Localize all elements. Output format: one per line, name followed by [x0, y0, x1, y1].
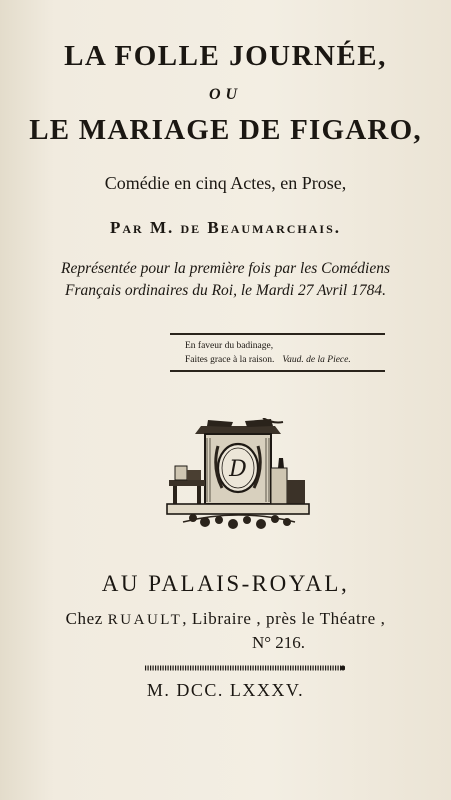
- epigraph-line-1: En faveur du badinage,: [185, 341, 274, 351]
- imprint-number: N° 216.: [251, 633, 306, 652]
- epigraph-attribution: Vaud. de la Piece.: [282, 355, 351, 365]
- ornamental-rule: [145, 664, 345, 672]
- epigraph-rule-bottom: [170, 370, 385, 372]
- epigraph-line-2-row: [185, 353, 351, 367]
- imprint-place: AU PALAIS-ROYAL,: [101, 571, 350, 596]
- vignette-monogram: D: [229, 457, 247, 482]
- publisher-name: RUAULT: [107, 612, 183, 628]
- epigraph-line-2: Faites grace à la raison.: [185, 355, 275, 365]
- imprint-publisher: [0, 609, 451, 629]
- performance-line-1: Représentée pour la première fois par les Comédiens: [60, 260, 391, 277]
- publisher-suffix: , Libraire , près le Théatre ,: [182, 609, 386, 628]
- publication-date: M. DCC. LXXXV.: [146, 680, 305, 700]
- epigraph-rule-top: [170, 333, 385, 335]
- performance-line-2: Français ordinaires du Roi, le Mardi 27 Avril 1784.: [65, 282, 386, 299]
- title-conjunction: OU: [208, 86, 243, 103]
- author-line: Par M. de Beaumarchais.: [109, 218, 342, 237]
- title-line-2: LE MARIAGE DE FIGARO,: [29, 114, 422, 146]
- performance-note: [0, 258, 451, 302]
- subtitle: Comédie en cinq Actes, en Prose,: [104, 173, 347, 193]
- printer-ornament-vignette-icon: [163, 418, 313, 533]
- epigraph: [185, 339, 351, 367]
- publisher-prefix: Chez: [65, 609, 103, 628]
- title-line-1: LA FOLLE JOURNÉE,: [64, 40, 387, 72]
